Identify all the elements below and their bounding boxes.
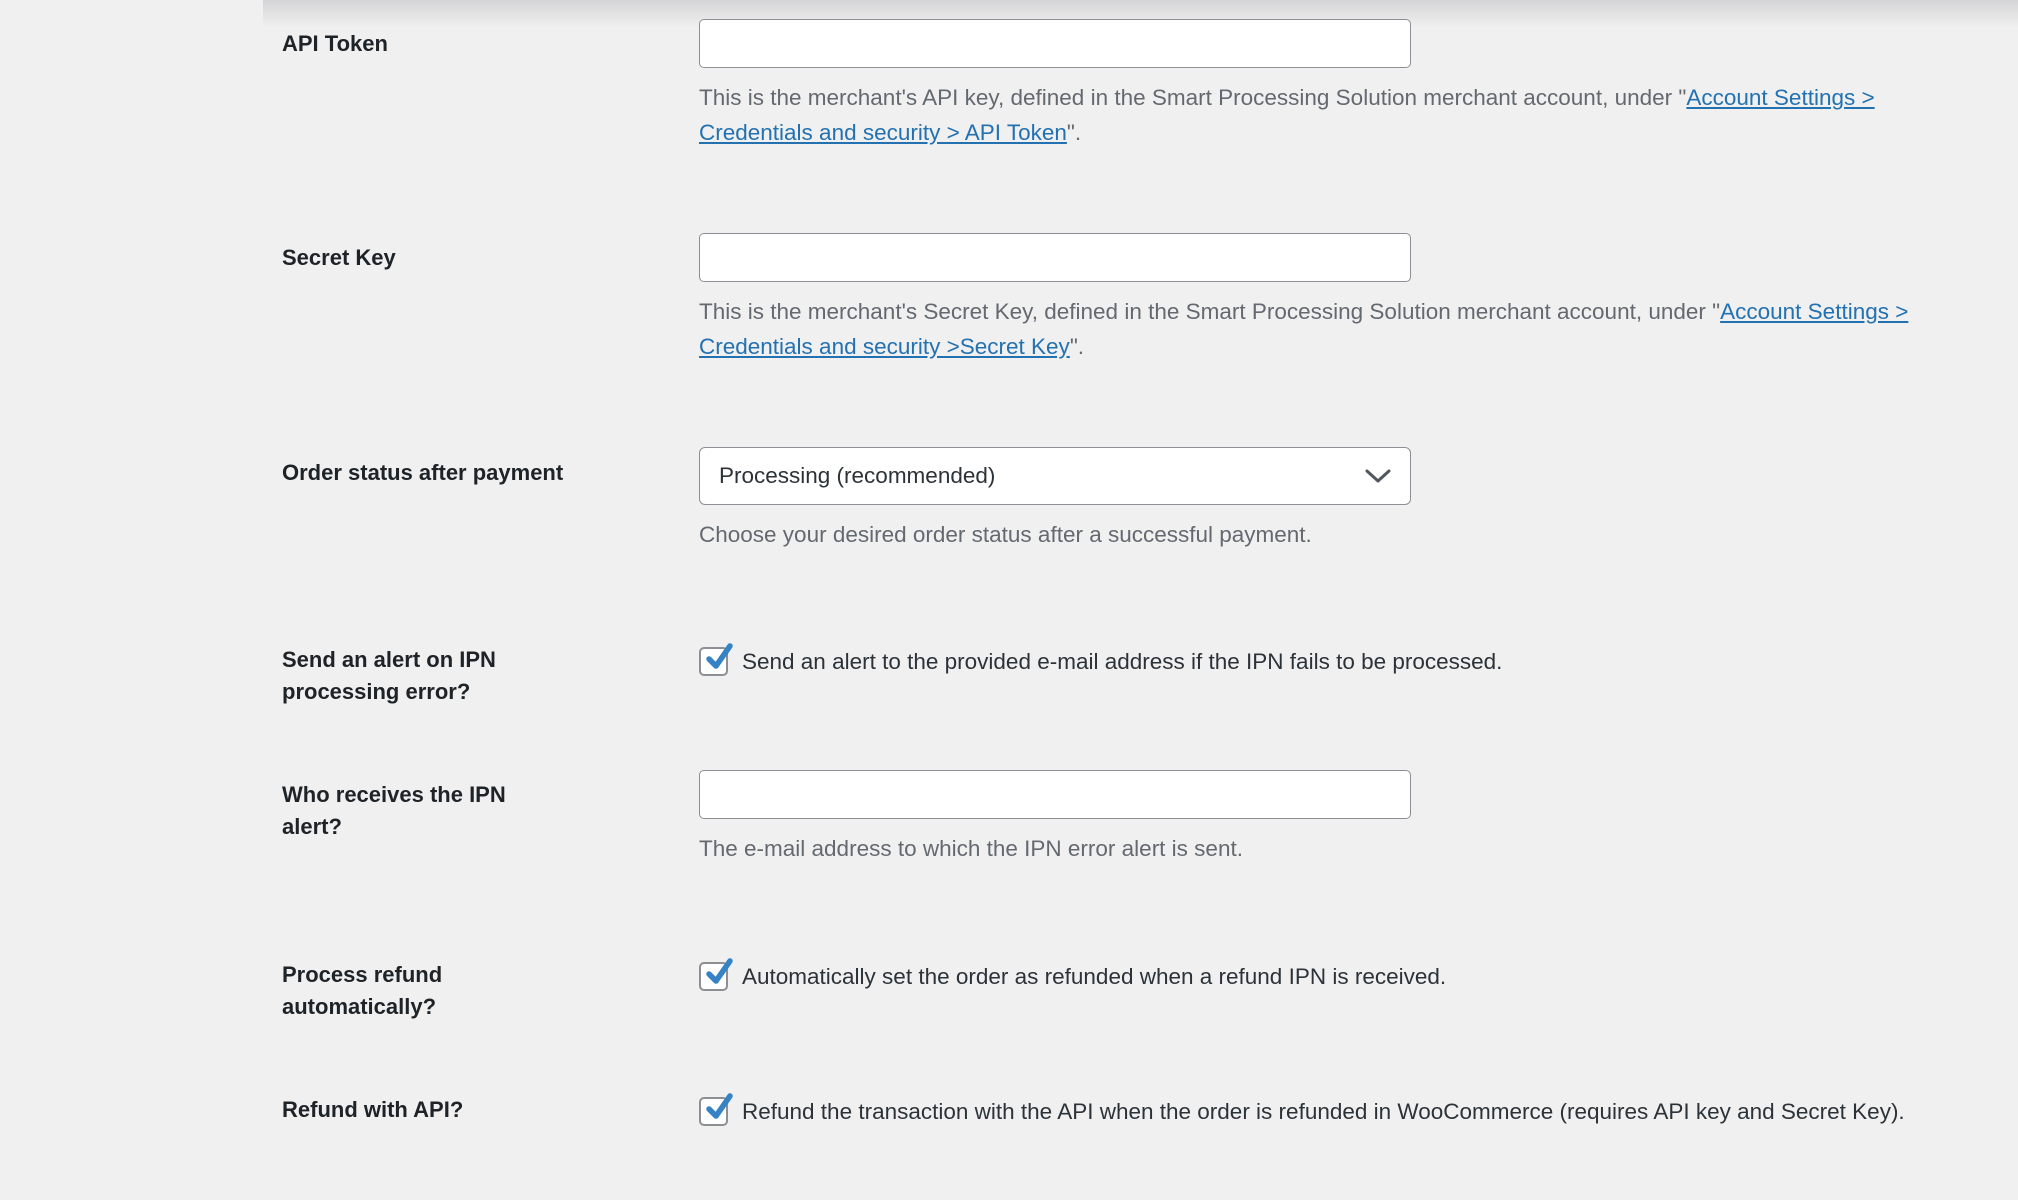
ipn-alert-checkbox-label[interactable] (699, 644, 1954, 679)
order-status-select[interactable] (699, 447, 1411, 505)
order-status-selected-value: Processing (recommended) (719, 463, 996, 488)
refund-with-api-checkbox[interactable] (699, 1097, 728, 1126)
checkmark-icon (702, 1091, 736, 1125)
process-refund-checkbox-text[interactable]: Automatically set the order as refunded when a refund IPN is received. (742, 964, 1447, 989)
api-token-description (699, 80, 1909, 150)
secret-key-settings-link[interactable]: Account Settings > Credentials and security >Secret Key (699, 299, 1909, 359)
secret-key-row (282, 233, 1978, 364)
ipn-alert-checkbox-text[interactable]: Send an alert to the provided e-mail address if the IPN fails to be processed. (742, 649, 1503, 674)
order-status-label: Order status after payment (282, 460, 564, 485)
secret-key-description-prefix: This is the merchant's Secret Key, defined in the Smart Processing Solution merchant account, under " (699, 299, 1721, 324)
secret-key-input[interactable] (699, 233, 1411, 282)
ipn-alert-email-input[interactable] (699, 770, 1411, 819)
secret-key-description (699, 294, 1909, 364)
api-token-description-prefix: This is the merchant's API key, defined in the Smart Processing Solution merchant account, under " (699, 85, 1687, 110)
ipn-alert-email-label: Who receives the IPN alert? (282, 782, 506, 839)
api-token-description-suffix: ". (1066, 120, 1082, 145)
refund-with-api-row (282, 1094, 1978, 1129)
refund-with-api-checkbox-text[interactable]: Refund the transaction with the API when the order is refunded in WooCommerce (requires API key and Secret Key). (742, 1099, 1905, 1124)
process-refund-checkbox-label[interactable] (699, 959, 1954, 994)
ipn-alert-label: Send an alert on IPN processing error? (282, 647, 496, 704)
ipn-alert-email-description: The e-mail address to which the IPN error alert is sent. (699, 836, 1243, 861)
ipn-alert-row (282, 644, 1978, 708)
order-status-row (282, 447, 1978, 552)
api-token-label: API Token (282, 31, 388, 56)
ipn-alert-email-row (282, 770, 1978, 866)
secret-key-description-suffix: ". (1069, 334, 1085, 359)
refund-with-api-checkbox-label[interactable] (699, 1094, 1954, 1129)
process-refund-checkbox[interactable] (699, 962, 728, 991)
api-token-input[interactable] (699, 19, 1411, 68)
ipn-alert-checkbox[interactable] (699, 647, 728, 676)
api-token-settings-link[interactable]: Account Settings > Credentials and security > API Token (699, 85, 1875, 145)
refund-with-api-label: Refund with API? (282, 1097, 464, 1122)
order-status-description: Choose your desired order status after a successful payment. (699, 522, 1312, 547)
checkmark-icon (702, 641, 736, 675)
process-refund-row (282, 959, 1978, 1023)
secret-key-label: Secret Key (282, 245, 396, 270)
chevron-down-icon (1365, 468, 1391, 484)
process-refund-label: Process refund automatically? (282, 962, 443, 1019)
checkmark-icon (702, 956, 736, 990)
api-token-row (282, 19, 1978, 150)
